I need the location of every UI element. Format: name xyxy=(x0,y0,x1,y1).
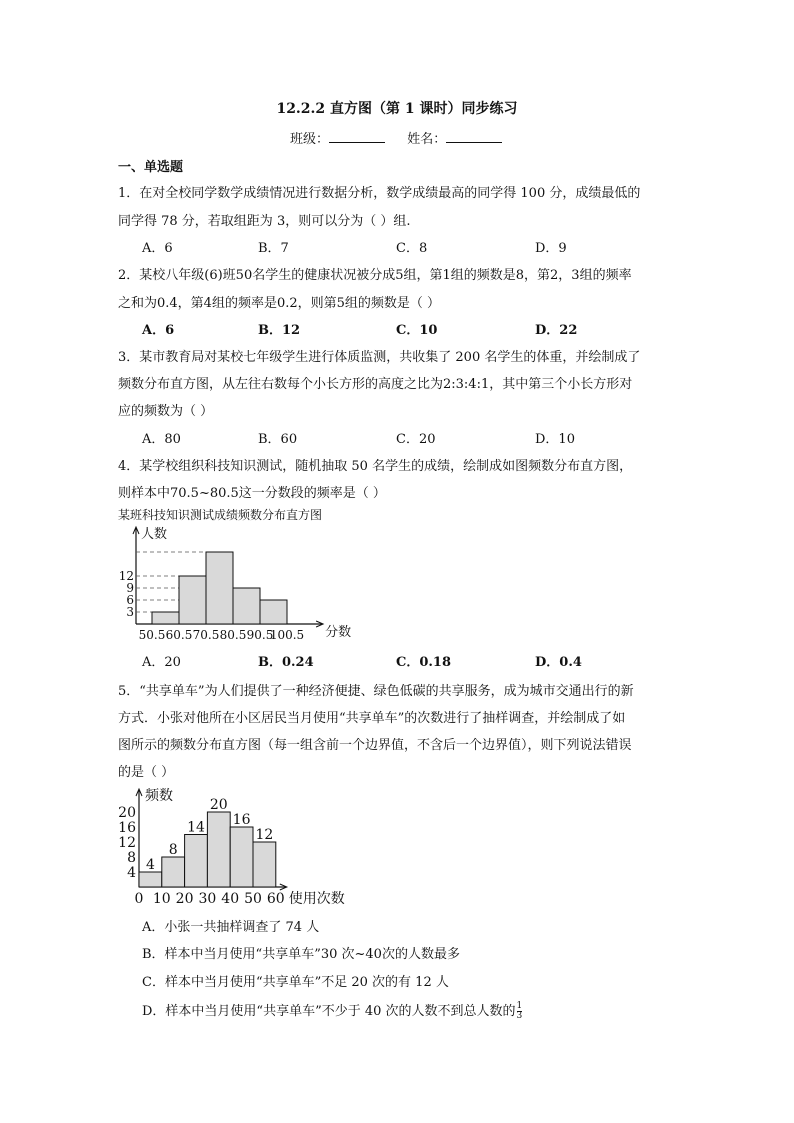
q4-line2: 则样本中70.5~80.5这一分数段的频率是（ ） xyxy=(118,486,386,501)
q2-option-b: B．12 xyxy=(258,323,301,338)
bar-data-label: 4 xyxy=(145,857,155,873)
q5-option-d xyxy=(142,1000,522,1021)
y-tick-label: 8 xyxy=(127,850,136,866)
y-tick-label: 3 xyxy=(126,605,134,619)
fraction-numerator: 1 xyxy=(516,1001,523,1011)
y-tick-label: 12 xyxy=(118,569,134,583)
q2-option-c: C．10 xyxy=(396,323,438,338)
q1-option-d: D．9 xyxy=(535,241,567,256)
y-tick-label: 16 xyxy=(118,820,136,836)
name-blank xyxy=(446,130,502,143)
section-heading: 一、单选题 xyxy=(118,160,184,175)
class-blank xyxy=(329,130,385,143)
x-tick-label: 10 xyxy=(152,891,171,907)
q1-line2: 同学得 78 分，若取组距为 3，则可以分为（ ）组. xyxy=(118,214,411,229)
student-info-row xyxy=(290,128,502,147)
q4-option-a: A．20 xyxy=(142,655,181,670)
x-tick-label: 70.5 xyxy=(192,628,220,642)
q5-option-c: C．样本中当月使用“共享单车”不足 20 次的有 12 人 xyxy=(142,975,449,990)
x-axis-label: 使用次数 xyxy=(288,891,345,907)
class-label: 班级： xyxy=(290,132,330,147)
q2-option-d: D．22 xyxy=(535,323,578,338)
x-tick-label: 0 xyxy=(134,891,144,907)
fraction-denominator: 3 xyxy=(516,1011,523,1021)
bar-data-label: 16 xyxy=(232,812,251,828)
bar-data-label: 12 xyxy=(255,827,274,843)
histogram-bar xyxy=(162,857,185,887)
chart2-histogram xyxy=(118,784,358,908)
q5-line1: 5．“共享单车”为人们提供了一种经济便捷、绿色低碳的共享服务，成为城市交通出行的新 xyxy=(118,684,634,699)
x-tick-label: 40 xyxy=(221,891,240,907)
q1-option-b: B．7 xyxy=(258,241,289,256)
y-tick-label: 4 xyxy=(127,865,136,881)
q5-line3: 图所示的频数分布直方图（每一组含前一个边界值，不含后一个边界值），则下列说法错误 xyxy=(118,738,632,753)
y-tick-label: 9 xyxy=(126,581,134,595)
x-tick-label: 20 xyxy=(175,891,194,907)
histogram-bar xyxy=(207,812,230,887)
name-label: 姓名： xyxy=(407,132,447,147)
x-tick-label: 60.5 xyxy=(165,628,193,642)
histogram-bar xyxy=(179,576,206,624)
histogram-bar xyxy=(185,835,208,888)
q1-option-c: C．8 xyxy=(396,241,428,256)
page-title: 12.2.2 直方图（第 1 课时）同步练习 xyxy=(276,101,518,117)
x-axis-label: 分数 xyxy=(325,625,352,640)
histogram-bar xyxy=(139,872,162,887)
histogram-bar xyxy=(253,842,276,887)
histogram-bar xyxy=(233,588,260,624)
q5-line4: 的是（ ） xyxy=(118,765,175,780)
q3-option-a: A．80 xyxy=(142,432,181,447)
x-tick-label: 60 xyxy=(266,891,285,907)
q3-option-d: D．10 xyxy=(535,432,575,447)
x-tick-label: 80.5 xyxy=(219,628,247,642)
q3-line3: 应的频数为（ ） xyxy=(118,404,214,419)
x-tick-label: 100.5 xyxy=(269,628,305,642)
histogram-bar xyxy=(230,827,253,887)
q5-option-b: B．样本中当月使用“共享单车”30 次~40次的人数最多 xyxy=(142,947,460,962)
y-axis-label: 频数 xyxy=(145,788,173,804)
q3-line1: 3．某市教育局对某校七年级学生进行体质监测，共收集了 200 名学生的体重，并绘制成了 xyxy=(118,350,641,365)
q5-option-d-text: D．样本中当月使用“共享单车”不少于 40 次的人数不到总人数的 xyxy=(142,1004,516,1019)
histogram-bar xyxy=(206,552,233,624)
q5-line2: 方式．小张对他所在小区居民当月使用“共享单车”的次数进行了抽样调查，并绘制成了如 xyxy=(118,711,626,726)
q3-option-c: C．20 xyxy=(396,432,436,447)
q4-option-c: C．0.18 xyxy=(396,655,452,670)
q4-option-d: D．0.4 xyxy=(535,655,582,670)
q4-option-b: B．0.24 xyxy=(258,655,314,670)
bar-data-label: 20 xyxy=(209,797,228,813)
q1-option-a: A．6 xyxy=(142,241,173,256)
y-tick-label: 12 xyxy=(118,835,136,851)
bar-data-label: 8 xyxy=(168,842,178,858)
q3-line2: 频数分布直方图，从左往右数每个小长方形的高度之比为2:3:4:1，其中第三个小长方形对 xyxy=(118,377,633,392)
histogram-bar xyxy=(152,612,179,624)
bar-data-label: 14 xyxy=(187,819,205,836)
q5-option-a: A．小张一共抽样调查了 74 人 xyxy=(142,920,320,935)
y-tick-label: 20 xyxy=(118,805,136,821)
q2-option-a: A．6 xyxy=(142,323,175,338)
chart1-title: 某班科技知识测试成绩频数分布直方图 xyxy=(118,508,323,522)
x-tick-label: 50 xyxy=(244,891,262,907)
y-tick-label: 6 xyxy=(126,593,134,607)
q3-option-b: B．60 xyxy=(258,432,298,447)
q4-line1: 4．某学校组织科技知识测试，随机抽取 50 名学生的成绩，绘制成如图频数分布直方图， xyxy=(118,459,633,474)
q1-line1: 1．在对全校同学数学成绩情况进行数据分析，数学成绩最高的同学得 100 分，成绩最低的 xyxy=(118,186,641,201)
x-tick-label: 50.5 xyxy=(138,628,166,642)
fraction xyxy=(517,1002,523,1021)
x-tick-label: 30 xyxy=(198,891,217,907)
chart1-histogram xyxy=(118,522,358,646)
y-axis-label: 人数 xyxy=(141,527,168,542)
q2-line1: 2．某校八年级(6)班50名学生的健康状况被分成5组，第1组的频数是8，第2，3组的频率 xyxy=(118,268,632,283)
q2-line2: 之和为0.4，第4组的频率是0.2，则第5组的频数是（ ） xyxy=(118,296,441,311)
x-tick-label: 90.5 xyxy=(246,628,274,642)
histogram-bar xyxy=(260,600,287,624)
